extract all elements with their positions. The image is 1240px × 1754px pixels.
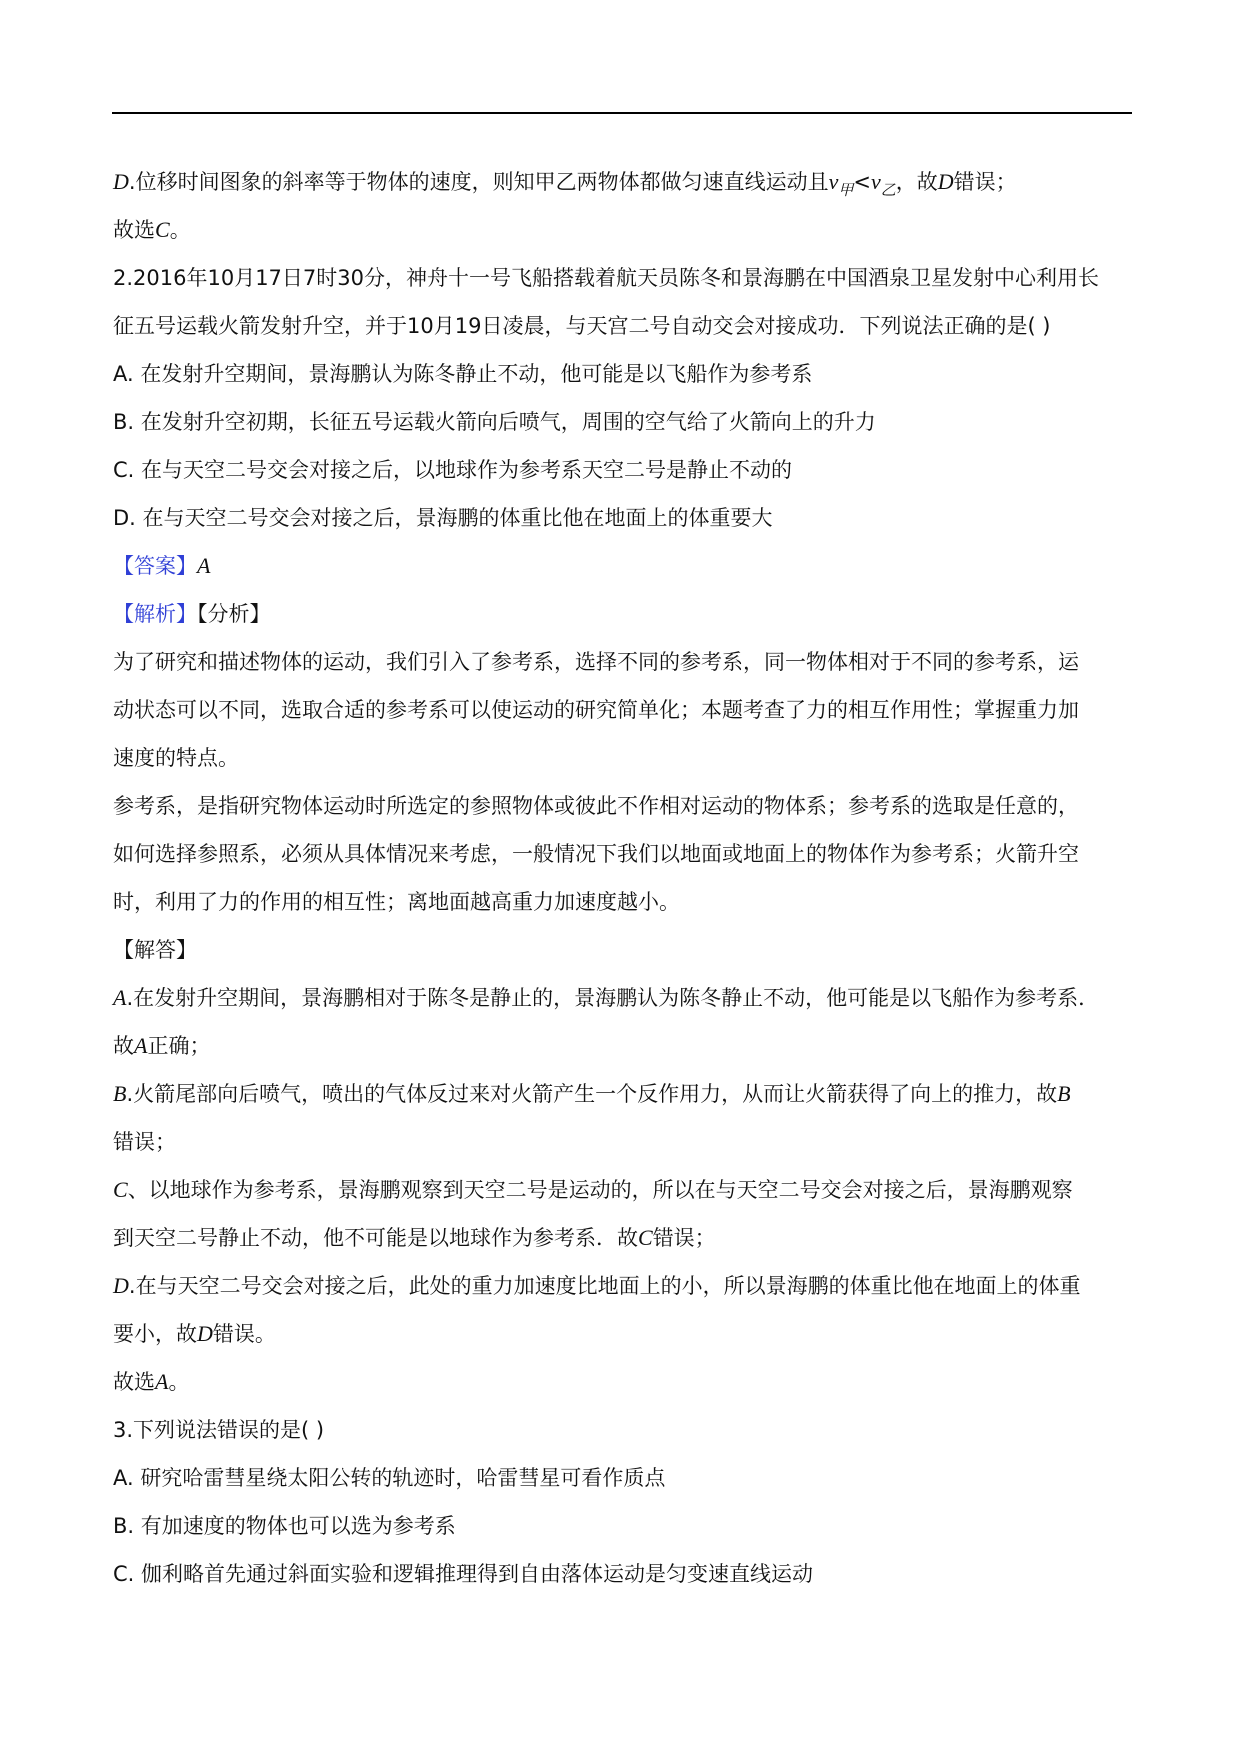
text-run: .在发射升空期间，景海鹏相对于陈冬是静止的，景海鹏认为陈冬静止不动，他可能是以飞船作为参考系．: [126, 986, 1100, 1010]
text-run: 故选: [113, 218, 155, 242]
text-run: 为了研究和描述物体的运动，我们引入了参考系，选择不同的参考系，同一物体相对于不同的参考系，运: [113, 650, 1079, 674]
analysis-paragraph-2-line-1: [113, 782, 1133, 830]
text-run: D. 在与天空二号交会对接之后，景海鹏的体重比他在地面上的体重要大: [113, 506, 773, 530]
analysis-paragraph-1-line-2: [113, 686, 1133, 734]
question-2-stem-line-2: [113, 302, 1133, 350]
text-run: 。: [169, 218, 191, 242]
question-2-option-b: [113, 398, 1133, 446]
text-run: B. 有加速度的物体也可以选为参考系: [113, 1514, 456, 1538]
answer-line: [113, 542, 1133, 590]
question-2-option-c: [113, 446, 1133, 494]
text-run: 、以地球作为参考系，景海鹏观察到天空二号是运动的，所以在与天空二号交会对接之后，景海鹏观察: [127, 1178, 1073, 1202]
option-letter: D: [937, 169, 954, 194]
text-run: 如何选择参照系，必须从具体情况来考虑，一般情况下我们以地面或地面上的物体作为参考系；火箭升空: [113, 842, 1079, 866]
question-3-option-b: [113, 1502, 1133, 1550]
text-run: A. 研究哈雷彗星绕太阳公转的轨迹时，哈雷彗星可看作质点: [113, 1466, 666, 1490]
option-letter: C: [638, 1225, 653, 1250]
text-run: .在与天空二号交会对接之后，此处的重力加速度比地面上的小，所以景海鹏的体重比他在地面上的体重: [128, 1274, 1081, 1298]
solution-c-line-2: [113, 1214, 1133, 1262]
option-letter: B: [1057, 1081, 1071, 1106]
question-2-option-d: [113, 494, 1133, 542]
analysis-heading-line: [113, 590, 1133, 638]
text-run: A. 在发射升空期间，景海鹏认为陈冬静止不动，他可能是以飞船作为参考系: [113, 362, 813, 386]
text-run: 时，利用了力的作用的相互性；离地面越高重力加速度越小。: [113, 890, 680, 914]
solution-c-line-1: [113, 1166, 1133, 1214]
solution-a-line-2: [113, 1022, 1133, 1070]
analysis-subheading: 【分析】: [197, 602, 271, 626]
text-run: 征五号运载火箭发射升空，并于10月19日凌晨，与天宫二号自动交会对接成功．下列说法正确的是( ): [113, 314, 1051, 338]
answer-value: A: [197, 553, 211, 578]
analysis-label: 【解析】: [113, 602, 197, 626]
text-run: 动状态可以不同，选取合适的参考系可以使运动的研究简单化；本题考查了力的相互作用性；掌握重力加: [113, 698, 1079, 722]
text-run: 故选: [113, 1370, 155, 1394]
analysis-paragraph-1-line-1: [113, 638, 1133, 686]
solution-a-line-1: [113, 974, 1133, 1022]
text-run: C. 在与天空二号交会对接之后，以地球作为参考系天空二号是静止不动的: [113, 458, 793, 482]
text-run: 正确；: [147, 1034, 211, 1058]
option-letter: D: [113, 169, 129, 194]
velocity-symbol: v: [870, 169, 881, 194]
question-3-option-c: [113, 1550, 1133, 1598]
text-run: B. 在发射升空初期，长征五号运载火箭向后喷气，周围的空气给了火箭向上的升力: [113, 410, 876, 434]
option-letter: C: [155, 217, 170, 242]
final-choice-line: [113, 1358, 1133, 1406]
option-letter: C: [113, 1177, 128, 1202]
answer-label: 【答案】: [113, 554, 197, 578]
document-body: [113, 158, 1133, 1598]
text-run: .火箭尾部向后喷气，喷出的气体反过来对火箭产生一个反作用力，从而让火箭获得了向上的推力，故: [126, 1082, 1058, 1106]
question-3-option-a: [113, 1454, 1133, 1502]
solution-d-line-1: [113, 1262, 1133, 1310]
velocity-symbol: v: [828, 169, 839, 194]
option-letter: A: [113, 985, 127, 1010]
text-run: 错误；: [113, 1130, 176, 1154]
option-letter: B: [113, 1081, 127, 1106]
choose-line: [113, 206, 1133, 254]
solution-b-line-1: [113, 1070, 1133, 1118]
text-run: 到天空二号静止不动，他不可能是以地球作为参考系．故: [113, 1226, 638, 1250]
text-run: 参考系，是指研究物体运动时所选定的参照物体或彼此不作相对运动的物体系；参考系的选取是任意的，: [113, 794, 1079, 818]
velocity-subscript: 甲: [838, 181, 854, 199]
option-letter: D: [197, 1321, 213, 1346]
analysis-paragraph-1-line-3: [113, 734, 1133, 782]
text-run: ，故: [895, 170, 938, 194]
question-2-stem-line-1: [113, 254, 1133, 302]
text-run: C. 伽利略首先通过斜面实验和逻辑推理得到自由落体运动是匀变速直线运动: [113, 1562, 814, 1586]
text-run: 错误；: [652, 1226, 716, 1250]
text-run: 错误；: [953, 170, 1017, 194]
text-run: 速度的特点。: [113, 746, 239, 770]
text-run: 【解答】: [113, 938, 197, 962]
text-run: 2.2016年10月17日7时30分，神舟十一号飞船搭载着航天员陈冬和景海鹏在中国酒泉卫星发射中心利用长: [113, 266, 1100, 290]
solution-d-line-2: [113, 1310, 1133, 1358]
text-run: 3.下列说法错误的是( ): [113, 1418, 325, 1442]
text-run: 要小，故: [113, 1322, 197, 1346]
option-letter: A: [134, 1033, 148, 1058]
solution-b-line-2: [113, 1118, 1133, 1166]
option-letter: D: [113, 1273, 129, 1298]
solution-heading: [113, 926, 1133, 974]
analysis-paragraph-2-line-2: [113, 830, 1133, 878]
text-run: .位移时间图象的斜率等于物体的速度，则知甲乙两物体都做匀速直线运动且: [128, 170, 829, 194]
option-d-explanation-line: [113, 158, 1133, 206]
velocity-subscript: 乙: [880, 181, 896, 199]
text-run: 。: [168, 1370, 190, 1394]
header-rule: [112, 112, 1132, 114]
option-letter: A: [155, 1369, 169, 1394]
text-run: 故: [113, 1034, 134, 1058]
question-3-stem: [113, 1406, 1133, 1454]
question-2-option-a: [113, 350, 1133, 398]
text-run: 错误。: [212, 1322, 276, 1346]
analysis-paragraph-2-line-3: [113, 878, 1133, 926]
less-than-sign: <: [853, 170, 871, 194]
